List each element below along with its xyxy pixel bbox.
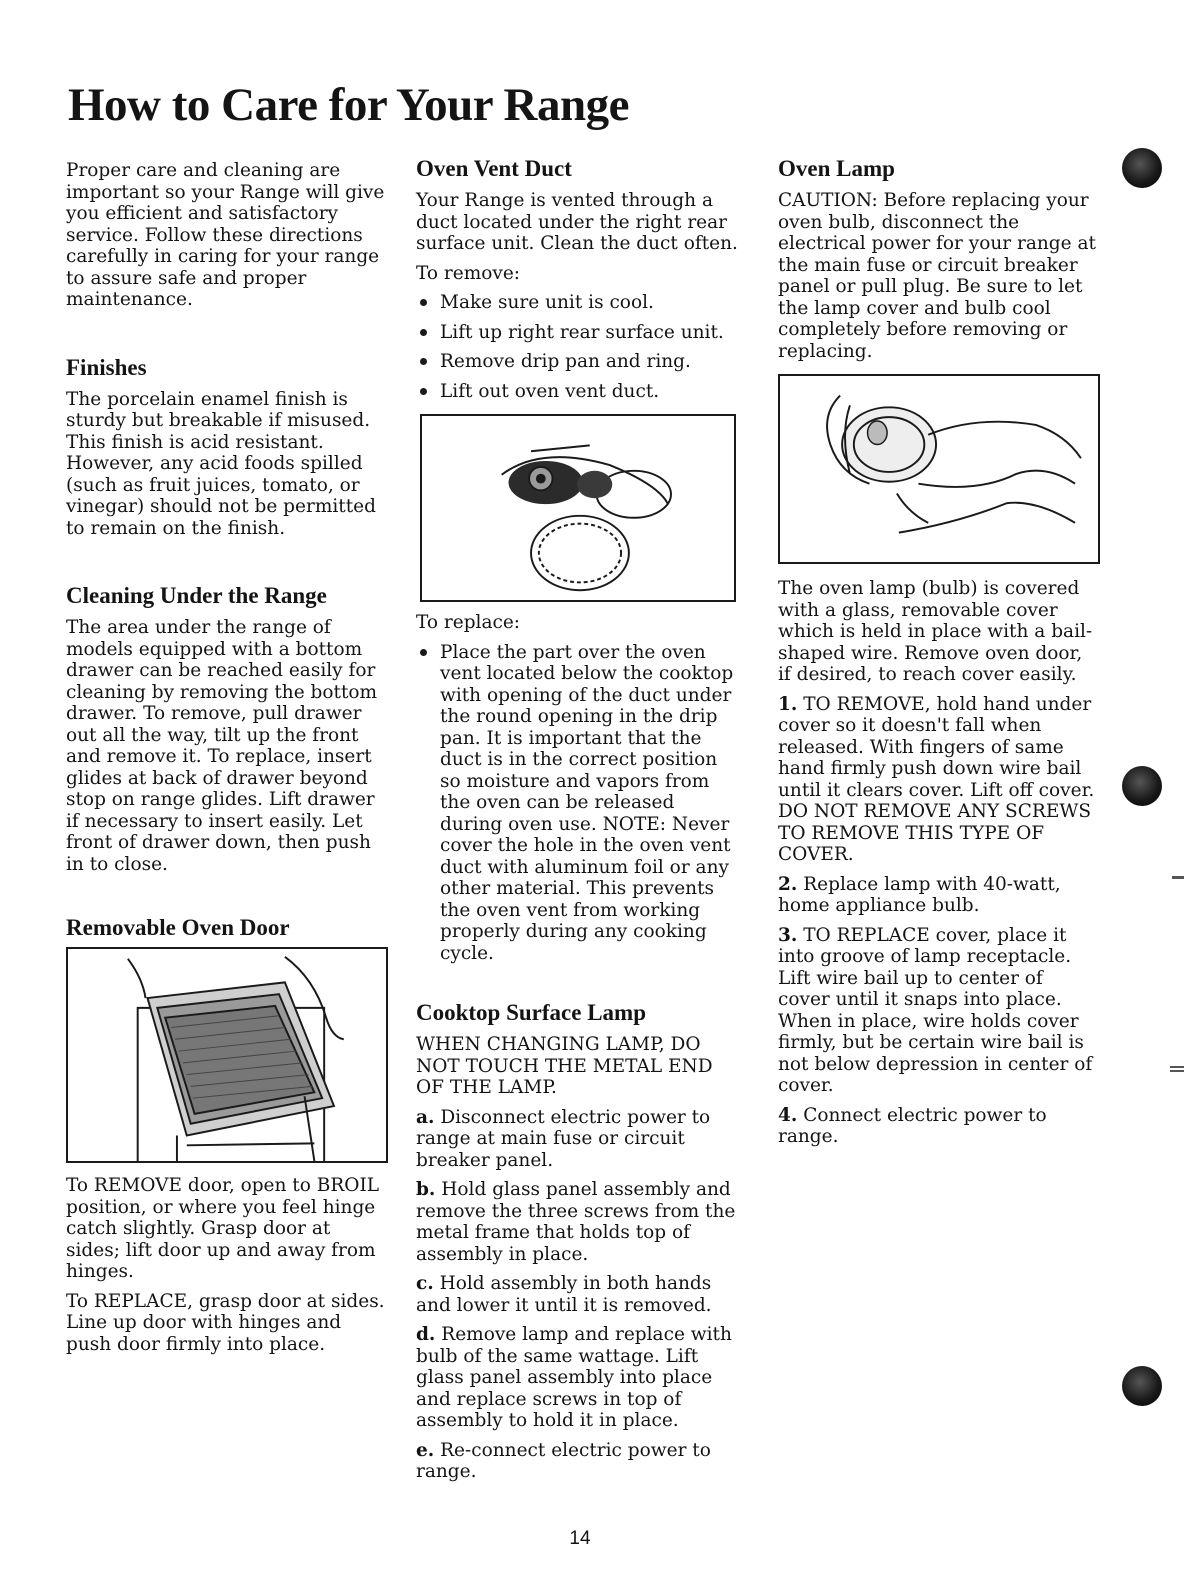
vent-duct-heading: Oven Vent Duct [416,156,572,181]
cooktop-lamp-step [416,1179,738,1265]
binder-hole-bottom [1122,1366,1162,1406]
step-text: Remove lamp and replace with bulb of the same wattage. Lift glass panel assembly into place and replace screws in top of assembly to hold it in place. [416,1324,732,1431]
step-label: 2. [778,873,798,895]
oven-lamp-illustration [778,374,1100,564]
vent-duct-replace-list [416,642,738,965]
step-label: a. [416,1106,435,1128]
vent-duct-intro: Your Range is vented through a duct located under the right rear surface unit. Clean the duct often. [416,190,738,254]
step-text: Replace lamp with 40-watt, home appliance bulb. [778,873,1061,916]
step-text: Hold assembly in both hands and lower it until it is removed. [416,1273,712,1316]
page-title: How to Care for Your Range [68,79,629,131]
step-label: 4. [778,1104,798,1126]
column-middle [416,156,738,1491]
step-text: TO REPLACE cover, place it into groove of lamp receptacle. Lift wire bail up to center of cover until it snaps into place. When in place, wire holds cover firmly, but be certain wire bail is not below depression in center of cover. [778,924,1093,1096]
oven-lamp-step [778,874,1100,917]
cleaning-under-heading: Cleaning Under the Range [66,583,327,608]
vent-duct-illustration [420,414,736,602]
margin-mark [1172,876,1184,879]
oven-lamp-description: The oven lamp (bulb) is covered with a glass, removable cover which is held in place with a bail-shaped wire. Remove oven door, if desired, to reach cover easily. [778,578,1093,685]
finishes-text: The porcelain enamel finish is sturdy but breakable if misused. This finish is acid resistant. However, any acid foods spilled (such as fruit juices, tomato, or vinegar) should not be permitted to remain on the finish. [66,388,376,539]
list-item: Lift out oven vent duct. [416,381,738,403]
cooktop-lamp-step [416,1107,738,1172]
intro-text: Proper care and cleaning are important so your Range will give you efficient and satisfactory service. Follow these directions carefully in caring for your range to assure safe and proper maintenance. [66,160,385,310]
oven-lamp-caution: CAUTION: Before replacing your oven bulb, disconnect the electrical power for your range at the main fuse or circuit breaker panel or pull plug. Be sure to let the lamp cover and bulb cool completely before removing or replacing. [778,190,1096,362]
finishes-heading: Finishes [66,354,147,380]
step-label: 1. [778,693,798,715]
oven-lamp-drawing [780,376,1098,562]
step-text: TO REMOVE, hold hand under cover so it doesn't fall when released. With fingers of same hand firmly push down wire bail until it clears cover. Lift off cover. DO NOT REMOVE ANY SCREWS TO REMOVE THIS TYPE OF COVER. [778,693,1095,865]
step-text: Disconnect electric power to range at main fuse or circuit breaker panel. [416,1106,711,1171]
step-text: Connect electric power to range. [778,1104,1047,1147]
column-right [778,156,1100,1156]
oven-door-replace-text: To REPLACE, grasp door at sides. Line up door with hinges and push door firmly into place. [66,1290,385,1355]
list-item: Make sure unit is cool. [416,292,738,314]
vent-duct-drawing [422,416,734,600]
oven-lamp-step [778,694,1100,866]
cooktop-lamp-heading: Cooktop Surface Lamp [416,1000,647,1025]
cooktop-lamp-step [416,1273,738,1316]
step-label: 3. [778,924,798,946]
step-text: Re-connect electric power to range. [416,1439,711,1482]
list-item: Lift up right rear surface unit. [416,322,738,344]
margin-mark [1170,1066,1184,1068]
oven-lamp-step [778,1105,1100,1148]
oven-lamp-step [778,925,1100,1097]
vent-duct-remove-label: To remove: [416,262,521,284]
step-label: c. [416,1273,434,1294]
vent-duct-remove-list [416,292,738,402]
oven-door-remove-text: To REMOVE door, open to BROIL position, or where you feel hinge catch slightly. Grasp door at sides; lift door up and away from hinges. [66,1175,380,1282]
binder-hole-middle [1122,766,1162,806]
oven-door-drawing [68,949,386,1161]
cooktop-lamp-step [416,1440,738,1483]
cooktop-lamp-warning: WHEN CHANGING LAMP, DO NOT TOUCH THE METAL END OF THE LAMP. [416,1034,713,1098]
margin-mark [1170,1070,1184,1072]
page-number: 14 [569,1528,591,1549]
oven-door-heading: Removable Oven Door [66,915,290,940]
vent-duct-replace-label: To replace: [416,612,521,633]
list-item: Remove drip pan and ring. [416,351,738,373]
cooktop-lamp-step [416,1324,738,1432]
binder-hole-top [1122,148,1162,188]
list-item: Place the part over the oven vent located below the cooktop with opening of the duct under the round opening in the drip pan. It is important that the duct is in the correct position so moisture and vapors from the oven can be released during oven use. NOTE: Never cover the hole in the oven vent duct with aluminum foil or any other material. This prevents the oven vent from working properly during any cooking cycle. [416,642,738,965]
cleaning-under-text: The area under the range of models equipped with a bottom drawer can be reached easily for cleaning by removing the bottom drawer. To remove, pull drawer out all the way, tilt up the front and remove it. To replace, insert glides at back of drawer beyond stop on range glides. Lift drawer if necessary to insert easily. Let front of drawer down, then push in to close. [66,617,378,875]
oven-door-illustration [66,947,388,1163]
step-label: b. [416,1179,436,1200]
column-left [66,160,388,1363]
step-text: Hold glass panel assembly and remove the three screws from the metal frame that holds top of assembly in place. [416,1179,736,1265]
step-label: e. [416,1439,435,1461]
oven-lamp-heading: Oven Lamp [778,156,895,181]
step-label: d. [416,1324,436,1345]
